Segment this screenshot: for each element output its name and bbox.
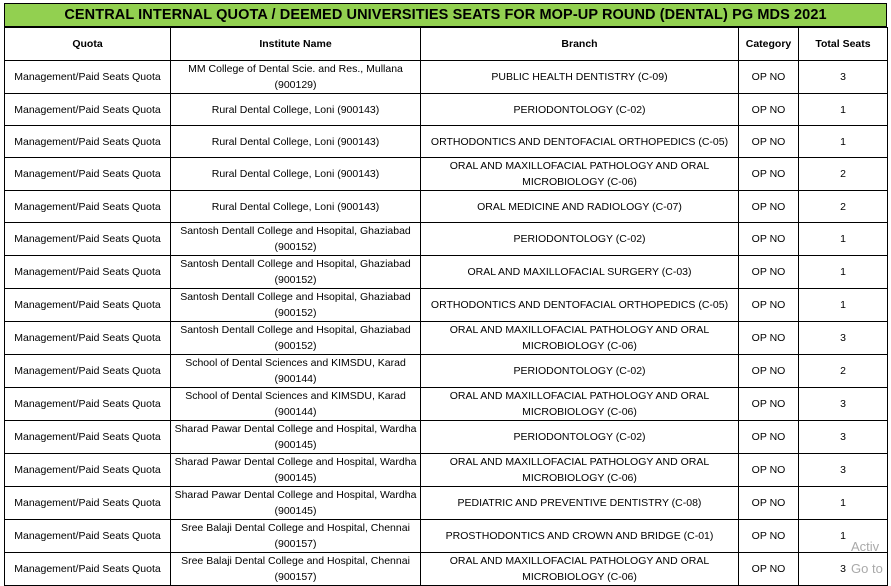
branch-cell: ORAL MEDICINE AND RADIOLOGY (C-07) xyxy=(421,191,739,223)
table-row xyxy=(5,289,888,322)
institute-name-cell: School of Dental Sciences and KIMSDU, Karad (900144) xyxy=(171,355,421,388)
branch-cell: PERIODONTOLOGY (C-02) xyxy=(421,223,739,256)
total-seats-cell: 2 xyxy=(799,191,888,223)
branch-cell: PERIODONTOLOGY (C-02) xyxy=(421,355,739,388)
category-cell: OP NO xyxy=(739,487,799,520)
seats-table xyxy=(4,27,888,586)
category-cell: OP NO xyxy=(739,61,799,94)
institute-name-cell: MM College of Dental Scie. and Res., Mullana (900129) xyxy=(171,61,421,94)
table-row xyxy=(5,421,888,454)
table-body xyxy=(5,61,888,586)
branch-cell: PROSTHODONTICS AND CROWN AND BRIDGE (C-01) xyxy=(421,520,739,553)
table-row xyxy=(5,61,888,94)
branch-cell: PEDIATRIC AND PREVENTIVE DENTISTRY (C-08) xyxy=(421,487,739,520)
branch-cell: ORTHODONTICS AND DENTOFACIAL ORTHOPEDICS (C-05) xyxy=(421,126,739,158)
table-row xyxy=(5,191,888,223)
branch-cell: ORAL AND MAXILLOFACIAL PATHOLOGY AND ORAL MICROBIOLOGY (C-06) xyxy=(421,322,739,355)
branch-cell: ORTHODONTICS AND DENTOFACIAL ORTHOPEDICS (C-05) xyxy=(421,289,739,322)
category-cell: OP NO xyxy=(739,520,799,553)
table-row xyxy=(5,553,888,586)
institute-name-cell: Sharad Pawar Dental College and Hospital, Wardha (900145) xyxy=(171,421,421,454)
total-seats-cell: 1 xyxy=(799,289,888,322)
table-header-row xyxy=(5,28,888,61)
branch-cell: PERIODONTOLOGY (C-02) xyxy=(421,421,739,454)
quota-cell: Management/Paid Seats Quota xyxy=(5,355,171,388)
table-row xyxy=(5,322,888,355)
institute-name-cell: Rural Dental College, Loni (900143) xyxy=(171,126,421,158)
page-title: CENTRAL INTERNAL QUOTA / DEEMED UNIVERSITIES SEATS FOR MOP-UP ROUND (DENTAL) PG MDS 2021 xyxy=(4,3,887,27)
table-row xyxy=(5,126,888,158)
quota-cell: Management/Paid Seats Quota xyxy=(5,158,171,191)
total-seats-cell: 3 xyxy=(799,553,888,586)
institute-name-cell: Santosh Dentall College and Hsopital, Ghaziabad (900152) xyxy=(171,256,421,289)
table-row xyxy=(5,487,888,520)
category-cell: OP NO xyxy=(739,421,799,454)
institute-name-cell: School of Dental Sciences and KIMSDU, Karad (900144) xyxy=(171,388,421,421)
branch-cell: ORAL AND MAXILLOFACIAL PATHOLOGY AND ORAL MICROBIOLOGY (C-06) xyxy=(421,388,739,421)
table-row xyxy=(5,520,888,553)
seat-matrix-sheet xyxy=(4,3,887,586)
total-seats-cell: 1 xyxy=(799,94,888,126)
total-seats-cell: 3 xyxy=(799,454,888,487)
institute-name-cell: Rural Dental College, Loni (900143) xyxy=(171,158,421,191)
category-cell: OP NO xyxy=(739,191,799,223)
quota-cell: Management/Paid Seats Quota xyxy=(5,322,171,355)
category-cell: OP NO xyxy=(739,355,799,388)
watermark-line-2: Go to xyxy=(851,561,883,576)
category-cell: OP NO xyxy=(739,126,799,158)
institute-name-cell: Rural Dental College, Loni (900143) xyxy=(171,191,421,223)
table-row xyxy=(5,256,888,289)
total-seats-cell: 1 xyxy=(799,256,888,289)
total-seats-cell: 2 xyxy=(799,158,888,191)
category-cell: OP NO xyxy=(739,158,799,191)
total-seats-cell: 2 xyxy=(799,355,888,388)
institute-name-cell: Sharad Pawar Dental College and Hospital, Wardha (900145) xyxy=(171,487,421,520)
watermark-line-1: Activ xyxy=(851,539,880,554)
quota-cell: Management/Paid Seats Quota xyxy=(5,487,171,520)
institute-name-cell: Rural Dental College, Loni (900143) xyxy=(171,94,421,126)
table-row xyxy=(5,355,888,388)
column-header-quota: Quota xyxy=(5,28,171,61)
total-seats-cell: 1 xyxy=(799,520,888,553)
quota-cell: Management/Paid Seats Quota xyxy=(5,61,171,94)
institute-name-cell: Santosh Dentall College and Hsopital, Ghaziabad (900152) xyxy=(171,322,421,355)
category-cell: OP NO xyxy=(739,256,799,289)
institute-name-cell: Sree Balaji Dental College and Hospital, Chennai (900157) xyxy=(171,553,421,586)
branch-cell: ORAL AND MAXILLOFACIAL PATHOLOGY AND ORAL MICROBIOLOGY (C-06) xyxy=(421,553,739,586)
quota-cell: Management/Paid Seats Quota xyxy=(5,553,171,586)
column-header-branch: Branch xyxy=(421,28,739,61)
institute-name-cell: Santosh Dentall College and Hsopital, Ghaziabad (900152) xyxy=(171,223,421,256)
category-cell: OP NO xyxy=(739,94,799,126)
institute-name-cell: Sree Balaji Dental College and Hospital, Chennai (900157) xyxy=(171,520,421,553)
quota-cell: Management/Paid Seats Quota xyxy=(5,388,171,421)
quota-cell: Management/Paid Seats Quota xyxy=(5,126,171,158)
total-seats-cell: 1 xyxy=(799,126,888,158)
total-seats-cell: 3 xyxy=(799,421,888,454)
quota-cell: Management/Paid Seats Quota xyxy=(5,256,171,289)
table-row xyxy=(5,388,888,421)
table-row xyxy=(5,94,888,126)
quota-cell: Management/Paid Seats Quota xyxy=(5,421,171,454)
total-seats-cell: 3 xyxy=(799,61,888,94)
column-header-institute-name: Institute Name xyxy=(171,28,421,61)
table-row xyxy=(5,223,888,256)
branch-cell: ORAL AND MAXILLOFACIAL PATHOLOGY AND ORAL MICROBIOLOGY (C-06) xyxy=(421,158,739,191)
branch-cell: ORAL AND MAXILLOFACIAL SURGERY (C-03) xyxy=(421,256,739,289)
category-cell: OP NO xyxy=(739,223,799,256)
category-cell: OP NO xyxy=(739,322,799,355)
branch-cell: ORAL AND MAXILLOFACIAL PATHOLOGY AND ORAL MICROBIOLOGY (C-06) xyxy=(421,454,739,487)
column-header-category: Category xyxy=(739,28,799,61)
table-row xyxy=(5,454,888,487)
institute-name-cell: Santosh Dentall College and Hsopital, Ghaziabad (900152) xyxy=(171,289,421,322)
total-seats-cell: 3 xyxy=(799,388,888,421)
total-seats-cell: 3 xyxy=(799,322,888,355)
branch-cell: PERIODONTOLOGY (C-02) xyxy=(421,94,739,126)
branch-cell: PUBLIC HEALTH DENTISTRY (C-09) xyxy=(421,61,739,94)
quota-cell: Management/Paid Seats Quota xyxy=(5,289,171,322)
quota-cell: Management/Paid Seats Quota xyxy=(5,454,171,487)
category-cell: OP NO xyxy=(739,289,799,322)
total-seats-cell: 1 xyxy=(799,487,888,520)
quota-cell: Management/Paid Seats Quota xyxy=(5,223,171,256)
column-header-total-seats: Total Seats xyxy=(799,28,888,61)
total-seats-cell: 1 xyxy=(799,223,888,256)
quota-cell: Management/Paid Seats Quota xyxy=(5,191,171,223)
category-cell: OP NO xyxy=(739,553,799,586)
category-cell: OP NO xyxy=(739,454,799,487)
institute-name-cell: Sharad Pawar Dental College and Hospital, Wardha (900145) xyxy=(171,454,421,487)
quota-cell: Management/Paid Seats Quota xyxy=(5,520,171,553)
category-cell: OP NO xyxy=(739,388,799,421)
quota-cell: Management/Paid Seats Quota xyxy=(5,94,171,126)
table-row xyxy=(5,158,888,191)
